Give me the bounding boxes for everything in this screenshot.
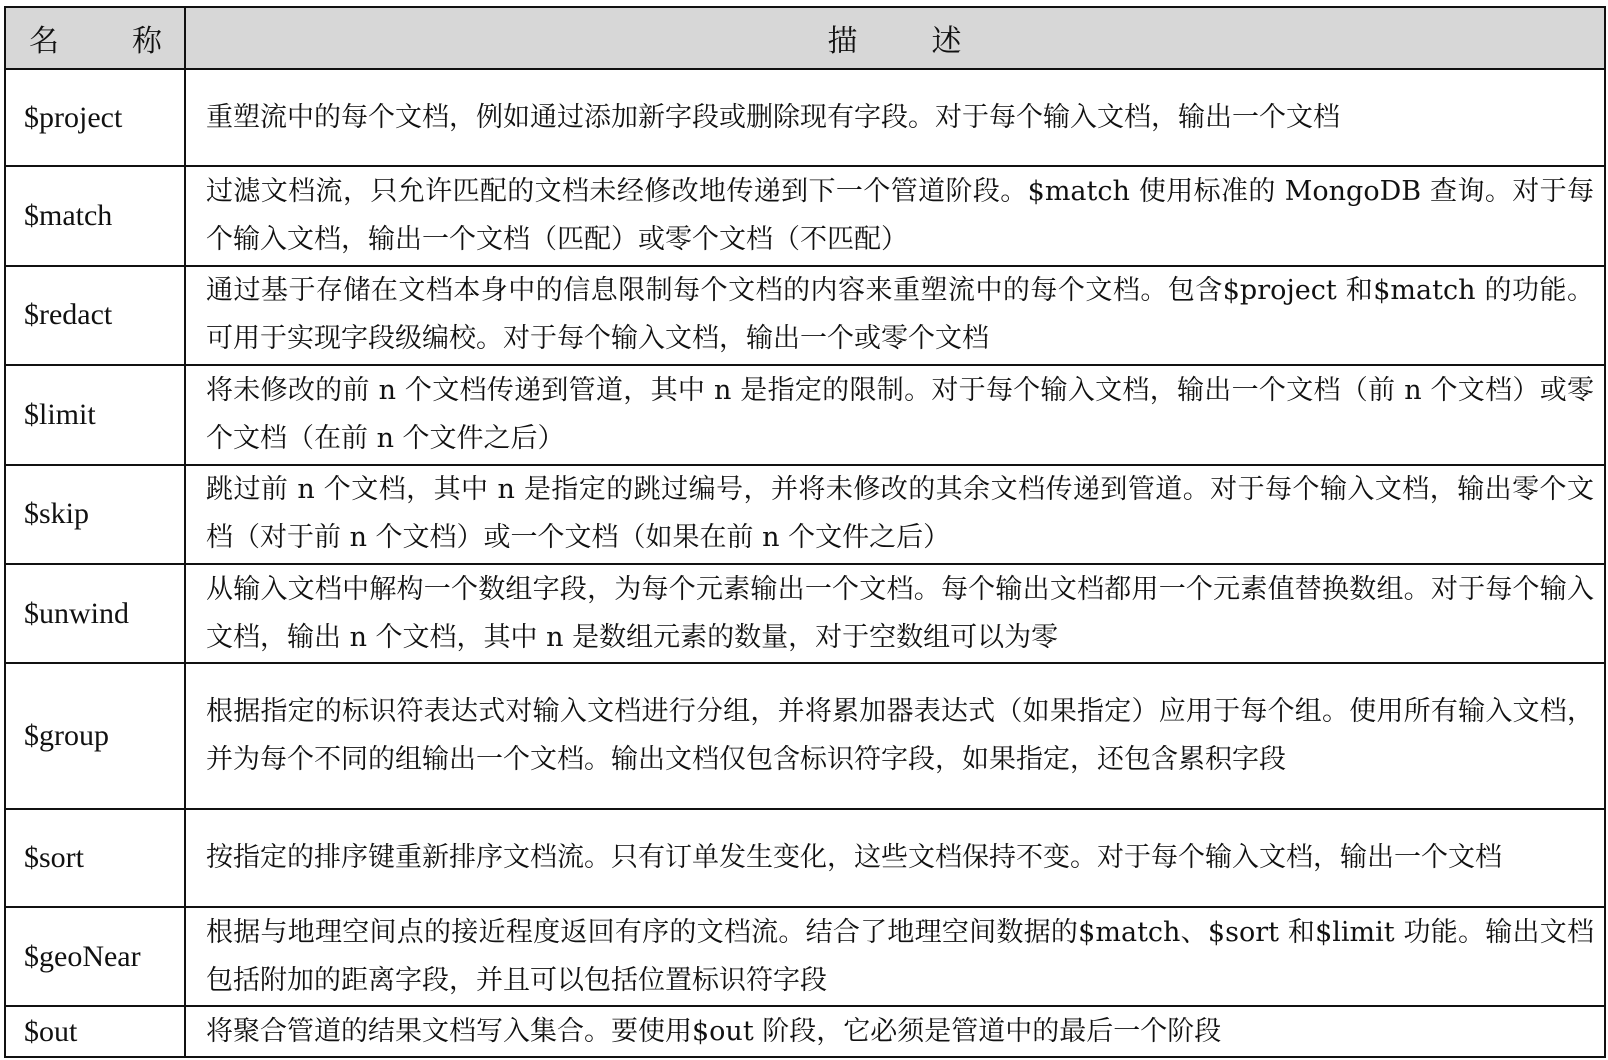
stage-name: $out	[5, 1006, 185, 1057]
table-row	[5, 663, 1605, 809]
header-name	[5, 7, 185, 69]
stage-description: 根据指定的标识符表达式对输入文档进行分组，并将累加器表达式（如果指定）应用于每个组。使用所有输入文档，并为每个不同的组输出一个文档。输出文档仅包含标识符字段，如果指定，还包含累积字段	[185, 663, 1605, 809]
stage-name: $limit	[5, 365, 185, 464]
table-row	[5, 465, 1605, 564]
header-name-char-1: 名	[29, 24, 60, 59]
stage-name: $project	[5, 69, 185, 166]
stage-description: 从输入文档中解构一个数组字段，为每个元素输出一个文档。每个输出文档都用一个元素值替换数组。对于每个输入文档，输出 n 个文档，其中 n 是数组元素的数量，对于空数组可以为零	[185, 564, 1605, 663]
stage-description: 重塑流中的每个文档，例如通过添加新字段或删除现有字段。对于每个输入文档，输出一个文档	[185, 69, 1605, 166]
stage-description: 跳过前 n 个文档，其中 n 是指定的跳过编号，并将未修改的其余文档传递到管道。对于每个输入文档，输出零个文档（对于前 n 个文档）或一个文档（如果在前 n 个文件之后）	[185, 465, 1605, 564]
stage-name: $match	[5, 166, 185, 265]
aggregation-stages-table	[4, 6, 1606, 1058]
stage-name: $redact	[5, 266, 185, 365]
stage-description: 根据与地理空间点的接近程度返回有序的文档流。结合了地理空间数据的$match、$sort 和$limit 功能。输出文档包括附加的距离字段，并且可以包括位置标识符字段	[185, 907, 1605, 1006]
table-row	[5, 69, 1605, 166]
table-row	[5, 1006, 1605, 1057]
stage-name: $unwind	[5, 564, 185, 663]
stage-description: 过滤文档流，只允许匹配的文档未经修改地传递到下一个管道阶段。$match 使用标准的 MongoDB 查询。对于每个输入文档，输出一个文档（匹配）或零个文档（不匹配）	[185, 166, 1605, 265]
stage-description: 通过基于存储在文档本身中的信息限制每个文档的内容来重塑流中的每个文档。包含$project 和$match 的功能。可用于实现字段级编校。对于每个输入文档，输出一个或零个文档	[185, 266, 1605, 365]
stage-description: 将聚合管道的结果文档写入集合。要使用$out 阶段，它必须是管道中的最后一个阶段	[185, 1006, 1605, 1057]
header-description	[185, 7, 1605, 69]
stage-description: 按指定的排序键重新排序文档流。只有订单发生变化，这些文档保持不变。对于每个输入文档，输出一个文档	[185, 809, 1605, 906]
table-row	[5, 907, 1605, 1006]
table-row	[5, 809, 1605, 906]
table-row	[5, 266, 1605, 365]
stage-name: $sort	[5, 809, 185, 906]
header-description-char-1: 描	[827, 24, 859, 59]
table-row	[5, 365, 1605, 464]
stage-name: $group	[5, 663, 185, 809]
table-header-row	[5, 7, 1605, 69]
stage-name: $skip	[5, 465, 185, 564]
stage-description: 将未修改的前 n 个文档传递到管道，其中 n 是指定的限制。对于每个输入文档，输出一个文档（前 n 个文档）或零个文档（在前 n 个文件之后）	[185, 365, 1605, 464]
header-description-char-2: 述	[931, 24, 963, 59]
header-name-char-2: 称	[132, 24, 163, 59]
table-row	[5, 564, 1605, 663]
table-row	[5, 166, 1605, 265]
stage-name: $geoNear	[5, 907, 185, 1006]
